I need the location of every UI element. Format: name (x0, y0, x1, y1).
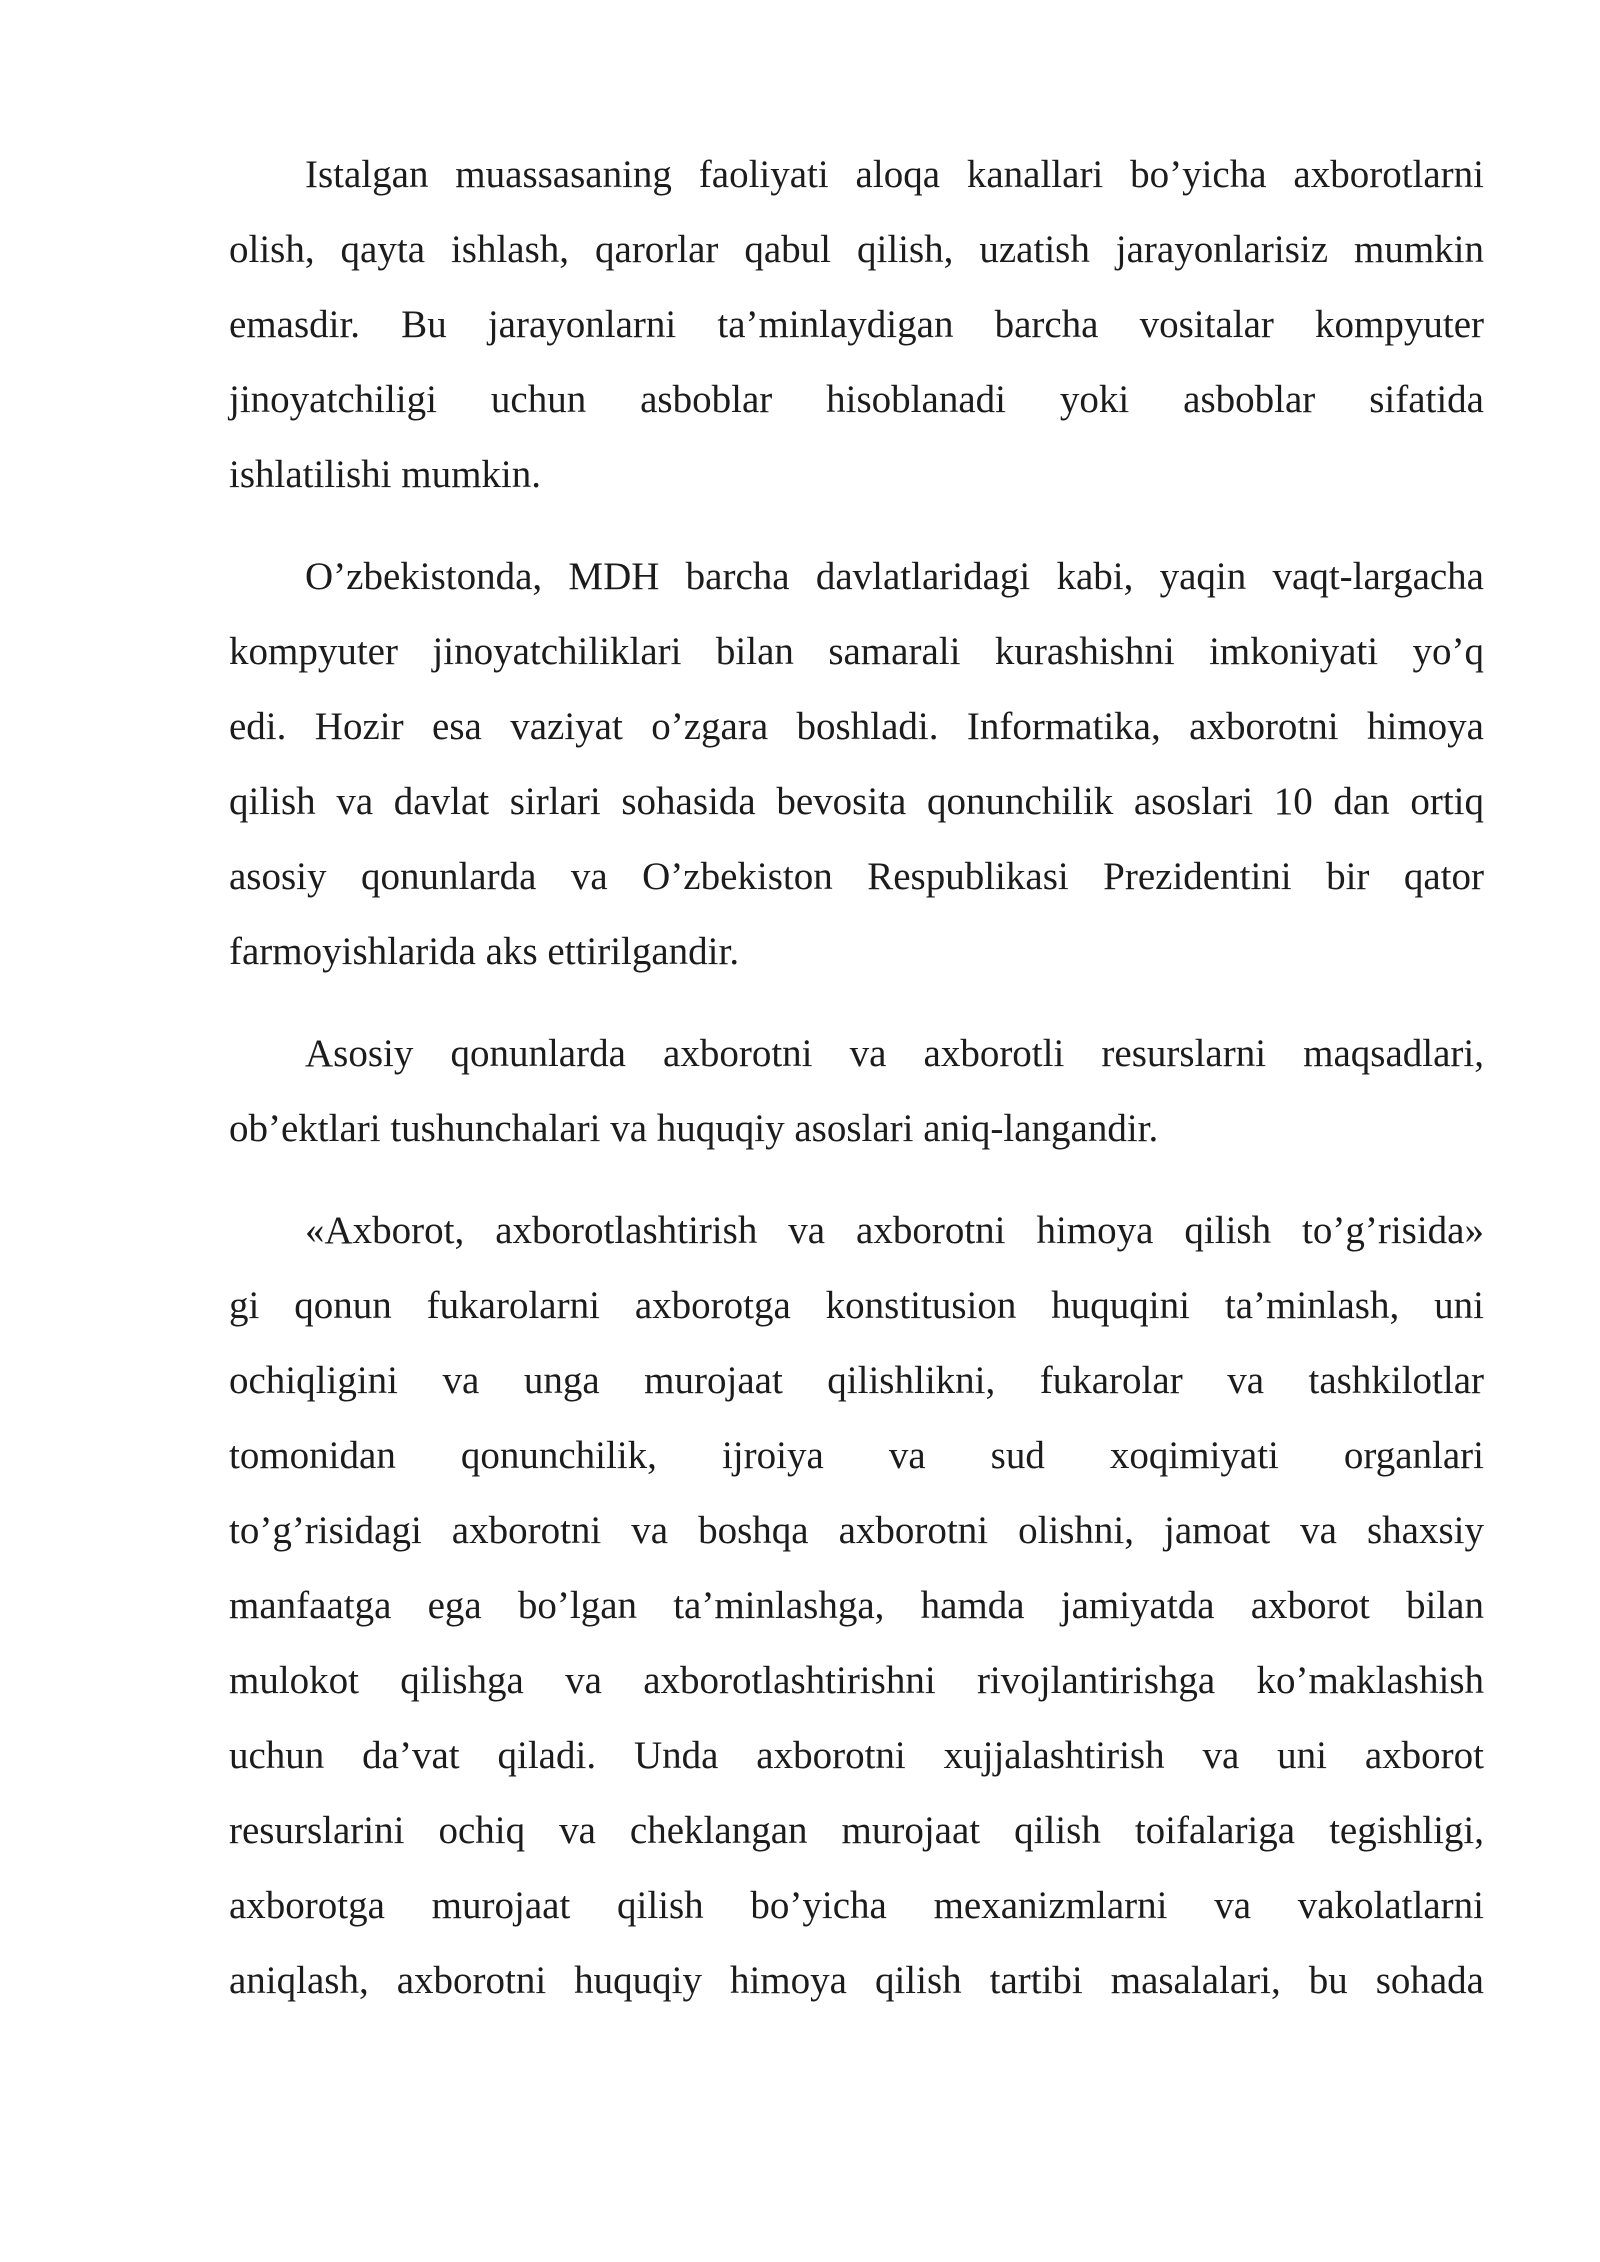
paragraph-line: qilish va davlat sirlari sohasida bevosita qonunchilik asoslari 10 dan ortiq (229, 780, 1484, 823)
paragraph-line: O’zbekistonda, MDH barcha davlatlaridagi kabi, yaqin vaqt-largacha (305, 555, 1484, 598)
paragraph-line: tomonidan qonunchilik, ijroiya va sud xoqimiyati organlari (229, 1434, 1484, 1477)
paragraph-line: aniqlash, axborotni huquqiy himoya qilish tartibi masalalari, bu sohada (229, 1959, 1484, 2002)
paragraph-line: resurslarini ochiq va cheklangan murojaat qilish toifalariga tegishligi, (229, 1809, 1484, 1852)
paragraph-line: ochiqligini va unga murojaat qilishlikni, fukarolar va tashkilotlar (229, 1359, 1484, 1402)
paragraph-line: Asosiy qonunlarda axborotni va axborotli resurslarni maqsadlari, (305, 1032, 1484, 1075)
paragraph-line: jinoyatchiligi uchun asboblar hisoblanadi yoki asboblar sifatida (229, 378, 1484, 421)
paragraph-line: edi. Hozir esa vaziyat o’zgara boshladi. Informatika, axborotni himoya (229, 705, 1484, 748)
paragraph-line: «Axborot, axborotlashtirish va axborotni himoya qilish to’g’risida» (305, 1209, 1484, 1252)
paragraph-line: kompyuter jinoyatchiliklari bilan samarali kurashishni imkoniyati yo’q (229, 630, 1484, 673)
paragraph-line: olish, qayta ishlash, qarorlar qabul qilish, uzatish jarayonlarisiz mumkin (229, 228, 1484, 271)
paragraph-line: uchun da’vat qiladi. Unda axborotni xujjalashtirish va uni axborot (229, 1734, 1484, 1777)
paragraph-line: emasdir. Bu jarayonlarni ta’minlaydigan barcha vositalar kompyuter (229, 303, 1484, 346)
paragraph-line: to’g’risidagi axborotni va boshqa axborotni olishni, jamoat va shaxsiy (229, 1509, 1484, 1552)
paragraph-line: ob’ektlari tushunchalari va huquqiy asoslari aniq-langandir. (229, 1107, 1159, 1150)
paragraph-line: manfaatga ega bo’lgan ta’minlashga, hamda jamiyatda axborot bilan (229, 1584, 1484, 1627)
paragraph-line: axborotga murojaat qilish bo’yicha mexanizmlarni va vakolatlarni (229, 1884, 1484, 1927)
paragraph-line: farmoyishlarida aks ettirilgandir. (229, 930, 740, 973)
paragraph-line: gi qonun fukarolarni axborotga konstitusion huquqini ta’minlash, uni (229, 1284, 1484, 1327)
paragraph-line: ishlatilishi mumkin. (229, 453, 542, 496)
paragraph-line: mulokot qilishga va axborotlashtirishni rivojlantirishga ko’maklashish (229, 1659, 1484, 1702)
paragraph-line: asosiy qonunlarda va O’zbekiston Respublikasi Prezidentini bir qator (229, 855, 1484, 898)
paragraph-line: Istalgan muassasaning faoliyati aloqa kanallari bo’yicha axborotlarni (305, 153, 1484, 196)
